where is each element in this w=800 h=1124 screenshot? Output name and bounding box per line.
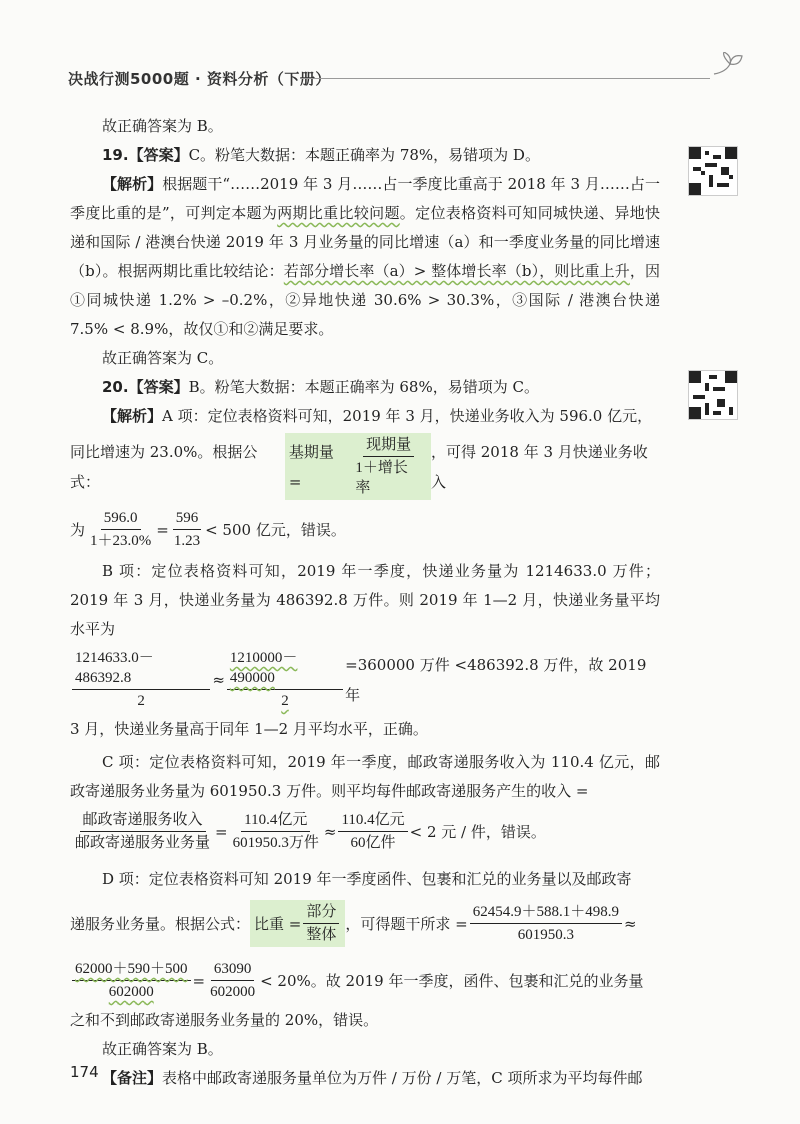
analysis-text: =360000 万件 <486392.8 万件，故 2019 年 — [345, 655, 647, 704]
denominator: 邮政寄递服务业务量 — [75, 835, 211, 851]
denominator: 601950.3 — [517, 927, 574, 943]
numerator: 62454.9＋588.1＋498.9 — [470, 902, 622, 924]
q19-answer — [70, 141, 660, 170]
q20-answer — [70, 373, 660, 402]
analysis-text: 递服务业务量。根据公式： — [70, 914, 251, 933]
formula-row — [70, 900, 660, 947]
running-header: 决战行测5000题 · 资料分析（下册） — [68, 70, 331, 88]
q20-label: 20.【答案】 — [102, 378, 189, 396]
operator: = — [156, 520, 169, 539]
q19-analysis — [70, 170, 660, 344]
q20-analysis-d: D 项：定位表格资料可知 2019 年一季度函件、包裹和汇兑的业务量以及邮政寄 — [102, 870, 632, 888]
page-body — [70, 112, 660, 1093]
formula-highlight — [285, 433, 431, 500]
fraction — [72, 810, 213, 853]
answer-line: 故正确答案为 B。 — [102, 117, 223, 135]
numerator: 110.4亿元 — [338, 810, 407, 832]
formula-highlight — [250, 900, 345, 947]
analysis-text: ，因①同城快递 1.2% > –0.2%，②异地快递 30.6% > 30.3%，③国际 / 港澳台快递 7.5% < 8.9%，故仅①和②满足要求。 — [70, 262, 660, 338]
numerator: 现期量 — [363, 435, 414, 457]
formula-row — [70, 959, 660, 1002]
analysis-text: 之和不到邮政寄递服务业务量的 20%，错误。 — [70, 1011, 379, 1029]
q19-text: C。粉笔大数据：本题正确率为 78%，易错项为 D。 — [188, 146, 540, 164]
analysis-text: 同比增速为 23.0%。根据公式： — [70, 442, 258, 491]
denominator: 60亿件 — [350, 835, 396, 851]
denominator: 602000 — [108, 984, 154, 1000]
operator: = — [215, 822, 228, 841]
note-label: 【备注】 — [102, 1069, 163, 1087]
denominator: 2 — [281, 693, 289, 709]
answer-line: 故正确答案为 B。 — [102, 1040, 223, 1058]
qr-code-icon[interactable] — [688, 146, 738, 196]
q20-analysis-a — [70, 402, 660, 431]
numerator: 邮政寄递服务收入 — [80, 810, 206, 832]
denominator: 1.23 — [173, 533, 201, 549]
formula-row — [70, 433, 660, 500]
key-conclusion: 若部分增长率（a）> 整体增长率（b），则比重上升 — [283, 262, 630, 280]
analysis-text: 。定位表格资料可知同城快递、异地快递和国际 / 港澳台快递 2019 年 3 月业务量的同比增速（a）和一季度业务量的同比增速（b）。根据两期比重比较结论： — [70, 204, 660, 280]
note — [70, 1064, 660, 1093]
denominator: 602000 — [210, 984, 256, 1000]
numerator: 63090 — [211, 959, 255, 981]
qr-code-icon[interactable] — [688, 370, 738, 420]
analysis-text: ，可得题干所求 = — [345, 914, 468, 933]
analysis-text: < 20%。故 2019 年一季度，函件、包裹和汇兑的业务量 — [260, 971, 644, 990]
fraction — [72, 959, 191, 1002]
operator: ≈ — [623, 914, 637, 933]
operator: = — [192, 971, 206, 990]
denominator: 2 — [137, 693, 145, 709]
numerator: 部分 — [303, 902, 339, 924]
numerator: 1210000－490000 — [227, 648, 343, 690]
analysis-label: 【解析】 — [102, 175, 163, 193]
fraction — [470, 902, 622, 945]
analysis-text: ，可得 2018 年 3 月快递业务收入 — [430, 442, 648, 491]
fraction — [227, 648, 343, 711]
analysis-label: 【解析】 — [102, 407, 163, 425]
analysis-text: 为 — [70, 520, 86, 539]
formula-row — [70, 648, 660, 711]
fraction — [230, 810, 322, 853]
operator: ≈ — [323, 822, 337, 841]
q19-label: 19.【答案】 — [102, 146, 189, 164]
formula-row — [70, 810, 660, 853]
numerator: 596.0 — [101, 508, 141, 530]
fraction — [87, 508, 154, 551]
numerator: 596 — [173, 508, 202, 530]
leaf-ornament-icon — [712, 52, 746, 82]
page-number: 174 — [70, 1063, 99, 1081]
header-rule — [300, 78, 710, 79]
fraction — [72, 648, 210, 711]
denominator: 601950.3万件 — [232, 835, 319, 851]
denominator: 1＋增长率 — [355, 460, 408, 496]
operator: ≈ — [212, 670, 225, 689]
note-text: 表格中邮政寄递服务量单位为万件 / 万份 / 万笔，C 项所求为平均每件邮 — [162, 1069, 643, 1087]
q20-analysis-c: C 项：定位表格资料可知，2019 年一季度，邮政寄递服务收入为 110.4 亿元，邮政寄递服务业务量为 601950.3 万件。则平均每件邮政寄递服务产生的收入 = — [70, 753, 660, 800]
formula-fraction — [352, 435, 425, 498]
fraction — [338, 810, 407, 853]
formula-lhs: 基期量 = — [288, 442, 334, 491]
fraction — [171, 508, 203, 551]
analysis-text: < 500 亿元，错误。 — [205, 520, 346, 539]
denominator: 整体 — [306, 927, 337, 943]
formula-row — [70, 508, 660, 551]
numerator: 62000＋590＋500 — [72, 959, 191, 981]
formula-fraction — [303, 902, 339, 945]
analysis-text: A 项：定位表格资料可知，2019 年 3 月，快递业务收入为 596.0 亿元， — [162, 407, 653, 425]
fraction — [207, 959, 258, 1002]
answer-line: 故正确答案为 C。 — [102, 349, 224, 367]
denominator: 1＋23.0% — [90, 533, 152, 549]
analysis-text: < 2 元 / 件，错误。 — [409, 822, 546, 841]
analysis-text: 3 月，快递业务量高于同年 1—2 月平均水平，正确。 — [70, 720, 428, 738]
q20-analysis-b: B 项：定位表格资料可知，2019 年一季度，快递业务量为 1214633.0 万件；2019 年 3 月，快递业务量为 486392.8 万件。则 2019 年 1—2 月，快递业务量平均水平为 — [70, 562, 660, 638]
key-phrase: 两期比重比较问题 — [277, 204, 400, 222]
formula-lhs: 比重 = — [254, 914, 302, 933]
numerator: 110.4亿元 — [241, 810, 310, 832]
analysis-text: 根据题干“……2019 年 3 月……占一季度比重高于 2018 年 3 月……占一季度比重的是”，可判定本题为 — [70, 175, 660, 222]
numerator: 1214633.0－486392.8 — [72, 648, 210, 690]
q20-text: B。粉笔大数据：本题正确率为 68%，易错项为 C。 — [188, 378, 539, 396]
